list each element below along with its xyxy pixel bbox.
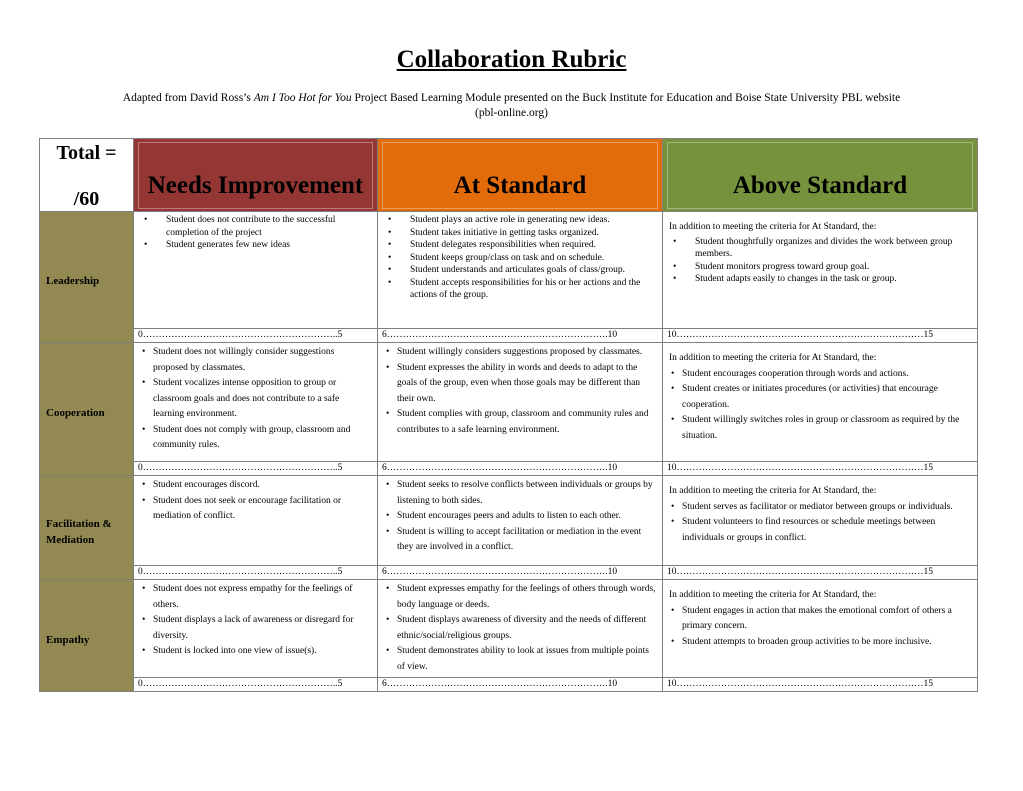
module-title: Am I Too Hot for You	[253, 92, 352, 104]
criterion-item: • Student expresses empathy for the feelings of others through words, body language or deeds.	[397, 582, 656, 613]
criterion-item: • Student understands and articulates goals of class/group.	[410, 264, 656, 277]
criterion-item: • Student volunteers to find resources or schedule meetings between individuals or groups in conflict.	[682, 515, 971, 546]
score-range-at: 6…………………………………………………………….10	[378, 329, 663, 343]
criterion-item: • Student thoughtfully organizes and divides the work between group members.	[695, 236, 971, 261]
criterion-item: • Student adapts easily to changes in the task or group.	[695, 273, 971, 286]
criterion-item: • Student generates few new ideas	[166, 239, 371, 252]
score-range-above: 10……………………………………………………………………15	[663, 329, 978, 343]
criterion-item: • Student willingly switches roles in group or classroom as required by the situation.	[682, 413, 971, 444]
cell-needs	[134, 212, 378, 329]
cell-at	[378, 212, 663, 329]
score-range-needs: 0……………………………………………………..5	[134, 329, 378, 343]
header-above-standard: Above Standard	[663, 139, 978, 212]
criterion-item: • Student vocalizes intense opposition to group or classroom goals and does not contribute to a safe learning environment.	[153, 376, 371, 423]
criterion-item: • Student displays a lack of awareness or disregard for diversity.	[153, 613, 371, 644]
header-needs-improvement: Needs Improvement	[134, 139, 378, 212]
criterion-label: Leadership	[40, 212, 134, 343]
criterion-item: • Student demonstrates ability to look at issues from multiple points of view.	[397, 644, 656, 675]
score-range-needs: 0……………………………………………………..5	[134, 462, 378, 476]
subtitle-text-1: Adapted from David Ross’s	[122, 92, 254, 104]
criterion-item: • Student does not contribute to the successful completion of the project	[166, 214, 371, 239]
criterion-item: • Student delegates responsibilities when required.	[410, 239, 656, 252]
total-max: /60	[73, 188, 100, 210]
cell-at	[378, 343, 663, 462]
score-range-at: 6…………………………………………………………….10	[378, 678, 663, 692]
cell-at	[378, 580, 663, 678]
cell-needs	[134, 476, 378, 566]
criterion-item: • Student does not comply with group, classroom and community rules.	[153, 423, 371, 454]
criterion-item: • Student creates or initiates procedures (or activities) that encourage cooperation.	[682, 382, 971, 413]
rubric-row	[40, 580, 978, 678]
criterion-label: Cooperation	[40, 343, 134, 476]
rubric-table	[39, 138, 978, 692]
header-at-standard: At Standard	[378, 139, 663, 212]
cell-above	[663, 476, 978, 566]
cell-needs	[134, 343, 378, 462]
criterion-item: • Student encourages peers and adults to listen to each other.	[397, 509, 656, 525]
cell-needs	[134, 580, 378, 678]
criterion-item: • Student encourages cooperation through words and actions.	[682, 367, 971, 383]
above-intro: In addition to meeting the criteria for At Standard, the:	[669, 486, 877, 496]
criterion-item: • Student encourages discord.	[153, 478, 371, 494]
score-range-above: 10……………………………………………………………………15	[663, 678, 978, 692]
rubric-row	[40, 476, 978, 566]
score-range-above: 10……………………………………………………………………15	[663, 462, 978, 476]
score-range-needs: 0……………………………………………………..5	[134, 566, 378, 580]
rubric-row	[40, 343, 978, 462]
criterion-item: • Student expresses the ability in words and deeds to adapt to the goals of the group, even when those goals may be different than their own.	[397, 361, 656, 408]
criterion-item: • Student willingly considers suggestions proposed by classmates.	[397, 345, 656, 361]
score-range-at: 6…………………………………………………………….10	[378, 462, 663, 476]
criterion-label: Facilitation & Mediation	[40, 476, 134, 580]
criterion-item: • Student keeps group/class on task and on schedule.	[410, 252, 656, 265]
criterion-item: • Student attempts to broaden group activities to be more inclusive.	[682, 635, 971, 651]
criterion-label: Empathy	[40, 580, 134, 692]
cell-above	[663, 343, 978, 462]
above-intro: In addition to meeting the criteria for At Standard, the:	[669, 353, 877, 363]
criterion-item: • Student plays an active role in generating new ideas.	[410, 214, 656, 227]
criterion-item: • Student is willing to accept facilitation or mediation in the event they are involved in a conflict.	[397, 525, 656, 556]
criterion-item: • Student complies with group, classroom and community rules and contributes to a safe learning environment.	[397, 407, 656, 438]
rubric-row	[40, 212, 978, 329]
criterion-item: • Student is locked into one view of issue(s).	[153, 644, 371, 660]
criterion-item: • Student does not express empathy for the feelings of others.	[153, 582, 371, 613]
subtitle-url: (pbl-online.org)	[475, 107, 548, 119]
score-row	[40, 329, 978, 343]
criterion-item: • Student accepts responsibilities for his or her actions and the actions of the group.	[410, 277, 656, 302]
criterion-item: • Student does not seek or encourage facilitation or mediation of conflict.	[153, 494, 371, 525]
subtitle	[60, 91, 963, 121]
score-range-above: 10……………………………………………………………………15	[663, 566, 978, 580]
criterion-item: • Student does not willingly consider suggestions proposed by classmates.	[153, 345, 371, 376]
criterion-item: • Student engages in action that makes the emotional comfort of others a primary concern.	[682, 604, 971, 635]
score-row	[40, 678, 978, 692]
criterion-item: • Student monitors progress toward group goal.	[695, 261, 971, 274]
criterion-item: • Student takes initiative in getting tasks organized.	[410, 227, 656, 240]
score-row	[40, 462, 978, 476]
total-cell	[40, 139, 134, 212]
score-row	[40, 566, 978, 580]
criterion-item: • Student seeks to resolve conflicts between individuals or groups by listening to both sides.	[397, 478, 656, 509]
page-title: Collaboration Rubric	[396, 46, 627, 73]
criterion-item: • Student serves as facilitator or mediator between groups or individuals.	[682, 500, 971, 516]
score-range-needs: 0……………………………………………………..5	[134, 678, 378, 692]
cell-above	[663, 212, 978, 329]
criterion-item: • Student displays awareness of diversity and the needs of different ethnic/social/religious groups.	[397, 613, 656, 644]
subtitle-text-2: Project Based Learning Module presented on the Buck Institute for Education and Boise State University PBL website	[351, 92, 901, 104]
above-intro: In addition to meeting the criteria for At Standard, the:	[669, 222, 877, 232]
above-intro: In addition to meeting the criteria for At Standard, the:	[669, 590, 877, 600]
cell-above	[663, 580, 978, 678]
cell-at	[378, 476, 663, 566]
total-label: Total =	[56, 142, 117, 164]
score-range-at: 6…………………………………………………………….10	[378, 566, 663, 580]
